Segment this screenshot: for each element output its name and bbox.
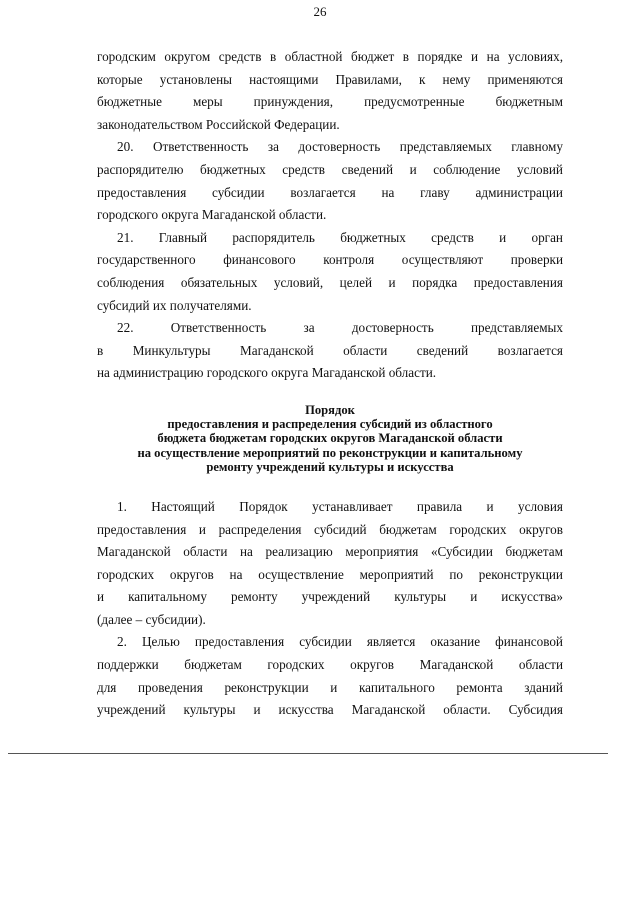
section-paragraph-1 <box>97 496 563 632</box>
text-line: 20. Ответственность за достоверность представляемых главному <box>117 139 563 155</box>
section-gap <box>97 488 563 496</box>
text-line: субсидий их получателями. <box>97 297 252 313</box>
text-line: поддержки бюджетам городских округов Магаданской области <box>97 657 563 673</box>
text-line: распорядителю бюджетных средств сведений и соблюдение условий <box>97 161 563 177</box>
text-line: и капитальному ремонту учреждений культуры и искусства» <box>97 589 563 605</box>
text-line: соблюдения обязательных условий, целей и порядка предоставления <box>97 274 563 290</box>
text-line: 2. Целью предоставления субсидии является оказание финансовой <box>117 634 563 650</box>
text-line: для проведения реконструкции и капитального ремонта зданий <box>97 679 563 695</box>
heading-line: Порядок <box>305 402 355 417</box>
paragraph-continuation <box>97 46 563 136</box>
text-line: предоставления субсидии возлагается на главу администрации <box>97 184 563 200</box>
heading-line: предоставления и распределения субсидий из областного <box>167 417 493 432</box>
page-number: 26 <box>313 4 327 19</box>
text-line: предоставления и распределения субсидий бюджетам городских округов <box>97 521 563 537</box>
section-paragraph-2 <box>97 631 563 721</box>
text-line: Магаданской области на реализацию мероприятия «Субсидии бюджетам <box>97 544 563 560</box>
text-line: на администрацию городского округа Магаданской области. <box>97 365 437 381</box>
paragraph-22 <box>97 317 563 385</box>
paragraph-20 <box>97 136 563 226</box>
text-line: государственного финансового контроля осуществляют проверки <box>97 252 563 268</box>
document-body <box>97 46 563 722</box>
text-line: законодательством Российской Федерации. <box>97 116 340 132</box>
text-line: бюджетные меры принуждения, предусмотренные бюджетным <box>97 94 563 110</box>
heading-line: на осуществление мероприятий по реконструкции и капитальному <box>137 445 523 460</box>
paragraph-21 <box>97 227 563 317</box>
text-line: которые установлены настоящими Правилами, к нему применяются <box>97 71 563 87</box>
text-line: 21. Главный распорядитель бюджетных средств и орган <box>117 229 563 245</box>
text-line: городским округом средств в областной бюджет в порядке и на условиях, <box>97 49 563 64</box>
text-line: 22. Ответственность за достоверность представляемых <box>117 320 563 336</box>
text-line: учреждений культуры и искусства Магаданской области. Субсидия <box>97 702 563 718</box>
text-line: (далее – субсидии). <box>97 611 206 627</box>
text-line: 1. Настоящий Порядок устанавливает правила и условия <box>117 498 563 514</box>
text-line: городских округов на осуществление мероприятий по реконструкции <box>97 566 563 582</box>
heading-line: бюджета бюджетам городских округов Магаданской области <box>157 431 503 446</box>
text-line: городского округа Магаданской области. <box>97 207 327 223</box>
section-heading <box>97 403 563 474</box>
section-gap <box>97 385 563 403</box>
footer-divider <box>8 753 608 754</box>
heading-line: ремонту учреждений культуры и искусства <box>206 459 454 474</box>
text-line: в Минкультуры Магаданской области сведений возлагается <box>97 342 563 358</box>
